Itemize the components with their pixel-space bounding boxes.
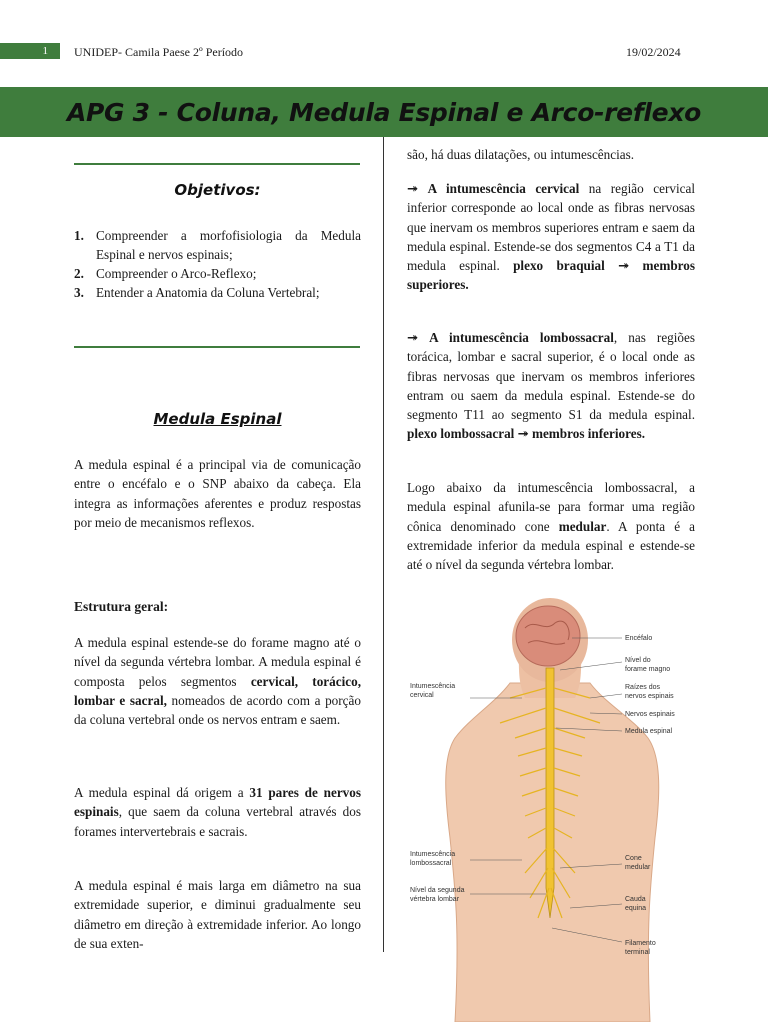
cervical-plexus: plexo braquial ↠ membros superiores. [407, 258, 695, 293]
date-header: 19/02/2024 [626, 45, 681, 59]
arrow-icon: ↠ [407, 330, 419, 345]
label-encefalo: Encéfalo [625, 635, 653, 642]
cervical-term: A intumescência cervical [427, 181, 580, 196]
label-int-lomb-1: Intumescência [410, 851, 456, 858]
document-title: APG 3 - Coluna, Medula Espinal e Arco-reflexo [66, 97, 702, 127]
nerve-pairs-bold: 31 pares de nervos espinais [74, 785, 361, 820]
label-cone-1: Cone [625, 855, 642, 862]
objectives-top-rule [74, 163, 360, 165]
lombossacral-term: A intumescência lombossacral [429, 330, 614, 345]
label-medula: Medula espinal [625, 728, 673, 735]
segments-bold: cervical, torácico, lombar e sacral, [74, 673, 362, 708]
objective-number: 2. [74, 266, 84, 281]
cone-paragraph [407, 478, 695, 574]
objective-number: 3. [74, 285, 84, 300]
medula-heading-text: Medula Espinal [153, 410, 282, 428]
text-run: na região cervical inferior corresponde ao local onde as fibras nervosas que inervam os membros superiores entram e saem da medula espinal. Estende-se dos segmentos C4 a T1 da medula espinal. [407, 181, 696, 274]
medula-heading [74, 410, 361, 428]
estrutura-paragraph-1 [74, 633, 361, 729]
text-run: . A ponta é a extremidade inferior da medula espinal e estende-se até o nível da segunda vértebra lombar. [407, 518, 695, 573]
medula-intro: A medula espinal é a principal via de comunicação entre o encéfalo e o SNP abaixo da cabeça. Ela integra as informações aferentes e produz respostas por meio de mecanismos reflexos. [74, 457, 361, 530]
lombossacral-plexus: plexo lombossacral ↠ membros inferiores. [407, 426, 646, 442]
objective-number: 1. [74, 228, 84, 243]
label-int-cerv-2: cervical [410, 692, 434, 699]
label-raizes-2: nervos espinais [625, 693, 674, 700]
course-header: UNIDEP- Camila Paese 2º Período [74, 45, 244, 59]
label-int-lomb-2: lombossacral [410, 860, 452, 867]
arrow-icon: ↠ [407, 181, 419, 196]
objective-item [74, 264, 361, 283]
objectives-heading: Objetivos: [174, 181, 261, 199]
estrutura-heading: Estrutura geral: [74, 599, 169, 614]
estrutura-paragraph-2 [74, 783, 361, 841]
objective-text: Compreender a morfofisiologia da Medula Espinal e nervos espinais; [96, 228, 361, 262]
objective-text: Entender a Anatomia da Coluna Vertebral; [96, 285, 320, 300]
text-run: Logo abaixo da intumescência lombossacral, a medula espinal afunila-se para formar uma região cônica denominado cone [407, 480, 695, 534]
column-divider [383, 137, 384, 952]
label-cauda-1: Cauda [625, 896, 646, 903]
text-run: A medula espinal dá origem a [74, 785, 250, 800]
text-run: nomeados de acordo com a porção da coluna vertebral onde os nervos entram e saem. [74, 692, 361, 728]
text-run: , que saem da coluna vertebral através dos forames intervertebrais e sacrais. [74, 804, 361, 839]
label-filamento-2: terminal [625, 949, 650, 956]
spinal-cord [546, 668, 554, 918]
continuation-text: são, há duas dilatações, ou intumescências. [407, 147, 635, 162]
label-cauda-2: equina [625, 905, 647, 912]
medular-bold: medular [558, 518, 607, 534]
label-forame-1: Nível do [625, 657, 651, 664]
objectives-bottom-rule [74, 346, 360, 348]
label-nervos: Nervos espinais [625, 711, 675, 718]
spinal-cord-illustration [400, 598, 700, 1022]
label-cone-2: medular [625, 864, 651, 871]
label-forame-2: forame magno [625, 666, 671, 673]
objectives-list [74, 226, 361, 302]
estrutura-paragraph-3: A medula espinal é mais larga em diâmetro na sua extremidade superior, e diminui gradualmente seu diâmetro em direção à extremidade inferior. Ao longo de sua exten- [74, 878, 361, 951]
title-band [0, 87, 768, 137]
brain-icon [516, 606, 580, 666]
objective-item [74, 226, 361, 264]
cervical-paragraph [407, 179, 695, 295]
label-nivel-2: vértebra lombar [410, 896, 460, 903]
text-run: , nas regiões torácica, lombar e sacral superior, é o local onde as fibras nervosas que inervam os membros inferiores entram ou saem da medula espinal. Estende-se do segmento T11 ao segmento S1 da medula espinal. [407, 330, 696, 423]
text-run: A medula espinal estende-se do forame magno até o nível da segunda vértebra lombar. A medula espinal é composta pelos segmentos [74, 635, 361, 689]
lombossacral-paragraph [407, 328, 695, 444]
label-nivel-1: Nível da segunda [410, 887, 465, 894]
objective-item [74, 283, 361, 302]
label-int-cerv-1: Intumescência [410, 683, 456, 690]
label-filamento-1: Filamento [625, 940, 656, 947]
spinal-cord-figure [400, 598, 700, 1022]
objective-text: Compreender o Arco-Reflexo; [96, 266, 257, 281]
page-number: 1 [0, 43, 60, 59]
label-raizes-1: Raízes dos [625, 684, 661, 691]
